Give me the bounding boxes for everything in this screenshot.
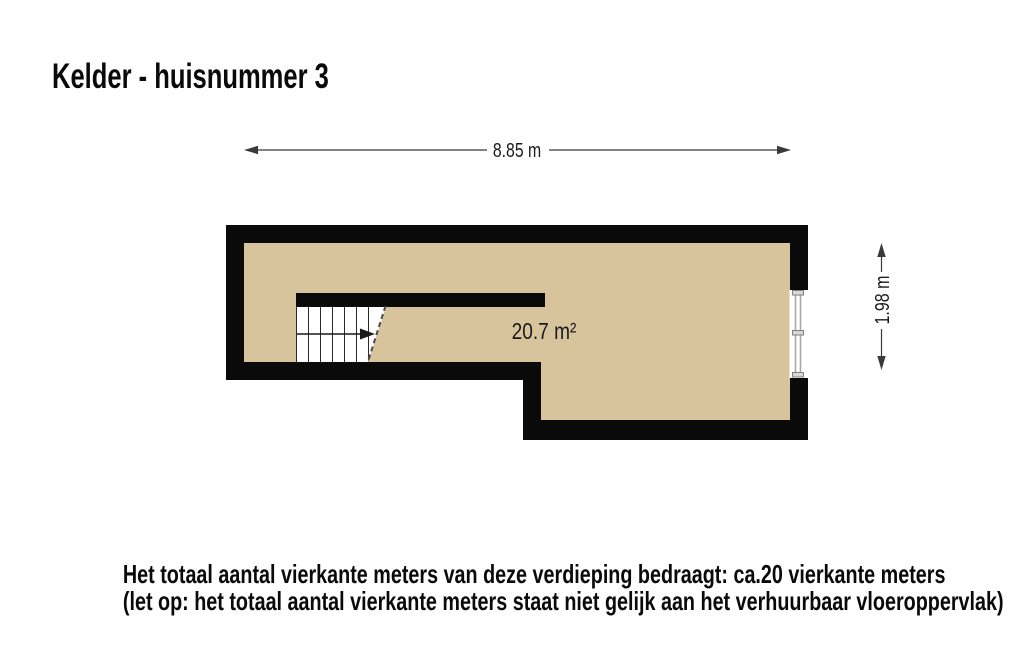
window-frame-tick [793, 373, 804, 378]
depth-dimension-label: 1.98 m [871, 275, 894, 325]
window [790, 290, 809, 378]
arrow-down-icon [877, 356, 885, 370]
footer-note [122, 559, 1004, 616]
footer-line-1: Het totaal aantal vierkante meters van deze verdieping bedraagt: ca.20 vierkante meters [122, 559, 946, 589]
window-frame-tick [793, 331, 804, 336]
footer-line-2: (let op: het totaal aantal vierkante meters staat niet gelijk aan het verhuurbaar vloeroppervlak) [122, 585, 1004, 616]
arrow-right-icon [777, 146, 791, 154]
depth-dimension [871, 243, 893, 370]
arrow-up-icon [877, 243, 885, 257]
width-dimension [244, 139, 791, 161]
arrow-left-icon [244, 146, 258, 154]
width-dimension-label: 8.85 m [492, 139, 542, 162]
page-title: Kelder - huisnummer 3 [52, 57, 329, 96]
room-area-label: 20.7 m² [511, 319, 577, 345]
interior-wall [296, 293, 545, 307]
window-frame-tick [793, 291, 804, 296]
